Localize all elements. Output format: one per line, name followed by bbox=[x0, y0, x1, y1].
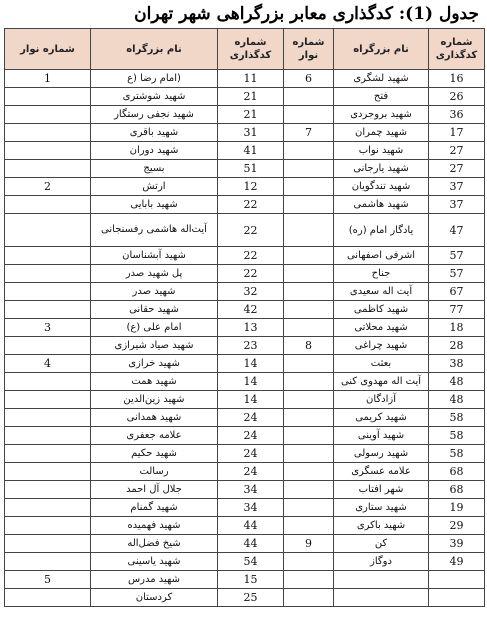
code-left-cell: 22 bbox=[218, 196, 284, 214]
code-right-cell: 47 bbox=[429, 214, 485, 247]
code-left-cell: 21 bbox=[218, 88, 284, 106]
table-row bbox=[5, 427, 485, 445]
strip-right-cell bbox=[284, 373, 334, 391]
strip-right-cell bbox=[284, 319, 334, 337]
name-left-cell: شهید بابایی bbox=[91, 196, 218, 214]
name-left-cell: شهید دوران bbox=[91, 142, 218, 160]
code-right-cell: 57 bbox=[429, 265, 485, 283]
name-left-cell: کردستان bbox=[91, 589, 218, 607]
strip-right-cell bbox=[284, 355, 334, 373]
name-right-cell: جناح bbox=[334, 265, 429, 283]
code-right-cell: 68 bbox=[429, 481, 485, 499]
name-right-cell bbox=[334, 571, 429, 589]
header-code-left: شماره کدگذاری bbox=[218, 29, 284, 70]
code-left-cell: 31 bbox=[218, 124, 284, 142]
strip-right-cell bbox=[284, 283, 334, 301]
code-left-cell: 24 bbox=[218, 427, 284, 445]
name-right-cell: شهید نواب bbox=[334, 142, 429, 160]
name-right-cell: شهید کریمی bbox=[334, 409, 429, 427]
code-left-cell: 34 bbox=[218, 481, 284, 499]
strip-left-cell bbox=[5, 463, 91, 481]
strip-left-cell bbox=[5, 517, 91, 535]
strip-right-cell bbox=[284, 571, 334, 589]
table-row bbox=[5, 373, 485, 391]
strip-right-cell bbox=[284, 160, 334, 178]
strip-left-cell bbox=[5, 142, 91, 160]
code-left-cell: 14 bbox=[218, 391, 284, 409]
code-right-cell: 37 bbox=[429, 196, 485, 214]
header-code-right: شماره کدگذاری bbox=[429, 29, 485, 70]
code-left-cell: 24 bbox=[218, 463, 284, 481]
strip-right-cell bbox=[284, 589, 334, 607]
name-left-cell: شهید حقانی bbox=[91, 301, 218, 319]
table-row bbox=[5, 283, 485, 301]
name-right-cell bbox=[334, 589, 429, 607]
name-right-cell: علامه عسگری bbox=[334, 463, 429, 481]
table-row bbox=[5, 196, 485, 214]
name-left-cell: علامه جعفری bbox=[91, 427, 218, 445]
strip-right-cell bbox=[284, 463, 334, 481]
name-left-cell: شهید مدرس bbox=[91, 571, 218, 589]
name-right-cell: فتح bbox=[334, 88, 429, 106]
name-left-cell: شهید گمنام bbox=[91, 499, 218, 517]
name-right-cell: آیت اله سعیدی bbox=[334, 283, 429, 301]
code-right-cell: 36 bbox=[429, 106, 485, 124]
code-left-cell: 24 bbox=[218, 409, 284, 427]
strip-left-cell: 3 bbox=[5, 319, 91, 337]
name-right-cell: شهید چراغی bbox=[334, 337, 429, 355]
table-row bbox=[5, 214, 485, 247]
code-left-cell: 23 bbox=[218, 337, 284, 355]
name-right-cell: آزادگان bbox=[334, 391, 429, 409]
code-right-cell bbox=[429, 571, 485, 589]
strip-left-cell bbox=[5, 247, 91, 265]
strip-left-cell bbox=[5, 445, 91, 463]
strip-left-cell bbox=[5, 196, 91, 214]
code-left-cell: 14 bbox=[218, 373, 284, 391]
strip-left-cell: 2 bbox=[5, 178, 91, 196]
name-right-cell: شهید یارجانی bbox=[334, 160, 429, 178]
code-right-cell: 28 bbox=[429, 337, 485, 355]
strip-left-cell bbox=[5, 124, 91, 142]
name-left-cell: شیخ فضل‌اله bbox=[91, 535, 218, 553]
strip-left-cell bbox=[5, 337, 91, 355]
name-left-cell: رسالت bbox=[91, 463, 218, 481]
table-row bbox=[5, 301, 485, 319]
code-right-cell: 49 bbox=[429, 553, 485, 571]
strip-right-cell bbox=[284, 517, 334, 535]
code-left-cell: 14 bbox=[218, 355, 284, 373]
name-left-cell: شهید خرازی bbox=[91, 355, 218, 373]
table-row bbox=[5, 337, 485, 355]
strip-right-cell: 6 bbox=[284, 70, 334, 88]
table-row bbox=[5, 571, 485, 589]
name-right-cell: شهر افتاب bbox=[334, 481, 429, 499]
strip-left-cell bbox=[5, 391, 91, 409]
code-right-cell bbox=[429, 589, 485, 607]
code-right-cell: 26 bbox=[429, 88, 485, 106]
highway-coding-table bbox=[4, 28, 485, 607]
strip-right-cell bbox=[284, 427, 334, 445]
strip-right-cell: 8 bbox=[284, 337, 334, 355]
strip-left-cell bbox=[5, 283, 91, 301]
strip-right-cell bbox=[284, 247, 334, 265]
table-row bbox=[5, 70, 485, 88]
name-left-cell: بسیج bbox=[91, 160, 218, 178]
table-row bbox=[5, 355, 485, 373]
name-right-cell: شهید آوینی bbox=[334, 427, 429, 445]
name-left-cell: شهید زین‌الدین bbox=[91, 391, 218, 409]
strip-left-cell: 1 bbox=[5, 70, 91, 88]
header-strip-right: شماره نوار bbox=[284, 29, 334, 70]
code-left-cell: 51 bbox=[218, 160, 284, 178]
table-row bbox=[5, 160, 485, 178]
table-row bbox=[5, 124, 485, 142]
code-right-cell: 27 bbox=[429, 142, 485, 160]
name-left-cell: شهید فهمیده bbox=[91, 517, 218, 535]
code-right-cell: 57 bbox=[429, 247, 485, 265]
name-left-cell: آیت‌اله هاشمی رفسنجانی bbox=[91, 214, 218, 247]
table-row bbox=[5, 265, 485, 283]
table-row bbox=[5, 391, 485, 409]
strip-right-cell bbox=[284, 481, 334, 499]
name-left-cell: شهید همت bbox=[91, 373, 218, 391]
name-left-cell: جلال آل احمد bbox=[91, 481, 218, 499]
strip-right-cell bbox=[284, 499, 334, 517]
name-right-cell: شهید لشگری bbox=[334, 70, 429, 88]
table-row bbox=[5, 88, 485, 106]
code-right-cell: 17 bbox=[429, 124, 485, 142]
table-row bbox=[5, 535, 485, 553]
name-right-cell: شهید هاشمی bbox=[334, 196, 429, 214]
table-row bbox=[5, 445, 485, 463]
strip-right-cell bbox=[284, 553, 334, 571]
code-left-cell: 22 bbox=[218, 214, 284, 247]
strip-right-cell: 9 bbox=[284, 535, 334, 553]
strip-left-cell: 4 bbox=[5, 355, 91, 373]
code-right-cell: 16 bbox=[429, 70, 485, 88]
strip-right-cell bbox=[284, 391, 334, 409]
table-row bbox=[5, 409, 485, 427]
strip-right-cell bbox=[284, 214, 334, 247]
code-left-cell: 44 bbox=[218, 535, 284, 553]
table-row bbox=[5, 553, 485, 571]
name-left-cell: شهید شوشتری bbox=[91, 88, 218, 106]
strip-left-cell bbox=[5, 499, 91, 517]
name-right-cell: شهید کاظمی bbox=[334, 301, 429, 319]
strip-left-cell bbox=[5, 214, 91, 247]
code-right-cell: 68 bbox=[429, 463, 485, 481]
code-right-cell: 27 bbox=[429, 160, 485, 178]
code-left-cell: 32 bbox=[218, 283, 284, 301]
table-row bbox=[5, 319, 485, 337]
name-right-cell: شهید محلاتی bbox=[334, 319, 429, 337]
name-left-cell: شهید یاسینی bbox=[91, 553, 218, 571]
name-right-cell: بعثت bbox=[334, 355, 429, 373]
strip-left-cell: 5 bbox=[5, 571, 91, 589]
name-left-cell: شهید باقری bbox=[91, 124, 218, 142]
code-right-cell: 58 bbox=[429, 427, 485, 445]
name-right-cell: شهید باکری bbox=[334, 517, 429, 535]
code-left-cell: 54 bbox=[218, 553, 284, 571]
name-right-cell: شهید تندگویان bbox=[334, 178, 429, 196]
code-left-cell: 22 bbox=[218, 265, 284, 283]
strip-right-cell bbox=[284, 142, 334, 160]
name-right-cell: شهید رسولی bbox=[334, 445, 429, 463]
strip-left-cell bbox=[5, 160, 91, 178]
code-left-cell: 42 bbox=[218, 301, 284, 319]
code-left-cell: 41 bbox=[218, 142, 284, 160]
code-left-cell: 13 bbox=[218, 319, 284, 337]
table-row bbox=[5, 499, 485, 517]
code-left-cell: 24 bbox=[218, 445, 284, 463]
name-right-cell: کن bbox=[334, 535, 429, 553]
code-right-cell: 18 bbox=[429, 319, 485, 337]
strip-left-cell bbox=[5, 265, 91, 283]
code-right-cell: 37 bbox=[429, 178, 485, 196]
code-left-cell: 21 bbox=[218, 106, 284, 124]
name-right-cell: شهید بروجردی bbox=[334, 106, 429, 124]
strip-left-cell bbox=[5, 535, 91, 553]
name-left-cell: شهید صدر bbox=[91, 283, 218, 301]
table-caption: جدول (1): کدگذاری معابر بزرگراهی شهر تهران bbox=[134, 4, 479, 24]
header-row bbox=[5, 29, 485, 70]
strip-left-cell bbox=[5, 88, 91, 106]
code-right-cell: 58 bbox=[429, 445, 485, 463]
code-right-cell: 48 bbox=[429, 391, 485, 409]
code-left-cell: 22 bbox=[218, 247, 284, 265]
code-left-cell: 25 bbox=[218, 589, 284, 607]
code-left-cell: 11 bbox=[218, 70, 284, 88]
header-name-left: نام بزرگراه bbox=[91, 29, 218, 70]
code-left-cell: 34 bbox=[218, 499, 284, 517]
table-body bbox=[5, 70, 485, 607]
table-row bbox=[5, 589, 485, 607]
code-right-cell: 19 bbox=[429, 499, 485, 517]
table-row bbox=[5, 178, 485, 196]
code-right-cell: 29 bbox=[429, 517, 485, 535]
header-name-right: نام بزرگراه bbox=[334, 29, 429, 70]
name-right-cell: یادگار امام (ره) bbox=[334, 214, 429, 247]
strip-left-cell bbox=[5, 106, 91, 124]
name-left-cell: امام علی (ع) bbox=[91, 319, 218, 337]
code-left-cell: 15 bbox=[218, 571, 284, 589]
strip-left-cell bbox=[5, 409, 91, 427]
table-row bbox=[5, 463, 485, 481]
name-right-cell: دوگاز bbox=[334, 553, 429, 571]
name-left-cell: شهید صیاد شیرازی bbox=[91, 337, 218, 355]
name-right-cell: آیت اله مهدوی کنی bbox=[334, 373, 429, 391]
strip-left-cell bbox=[5, 373, 91, 391]
strip-left-cell bbox=[5, 553, 91, 571]
header-strip-left: شماره نوار bbox=[5, 29, 91, 70]
name-left-cell: شهید نجفی رستگار bbox=[91, 106, 218, 124]
code-left-cell: 12 bbox=[218, 178, 284, 196]
strip-right-cell bbox=[284, 106, 334, 124]
code-right-cell: 58 bbox=[429, 409, 485, 427]
code-right-cell: 48 bbox=[429, 373, 485, 391]
name-left-cell: شهید حکیم bbox=[91, 445, 218, 463]
table-row bbox=[5, 106, 485, 124]
strip-left-cell bbox=[5, 589, 91, 607]
table-row bbox=[5, 517, 485, 535]
strip-right-cell bbox=[284, 88, 334, 106]
code-right-cell: 77 bbox=[429, 301, 485, 319]
name-left-cell: پل شهید صدر bbox=[91, 265, 218, 283]
name-left-cell: (امام رضا (ع bbox=[91, 70, 218, 88]
name-left-cell: شهید آبشناسان bbox=[91, 247, 218, 265]
name-right-cell: شهید چمران bbox=[334, 124, 429, 142]
name-left-cell: شهید همدانی bbox=[91, 409, 218, 427]
strip-left-cell bbox=[5, 481, 91, 499]
name-right-cell: اشرفی اصفهانی bbox=[334, 247, 429, 265]
code-right-cell: 67 bbox=[429, 283, 485, 301]
code-left-cell: 44 bbox=[218, 517, 284, 535]
strip-right-cell bbox=[284, 178, 334, 196]
strip-right-cell bbox=[284, 445, 334, 463]
table-row bbox=[5, 247, 485, 265]
name-left-cell: ارتش bbox=[91, 178, 218, 196]
strip-right-cell bbox=[284, 196, 334, 214]
strip-right-cell bbox=[284, 409, 334, 427]
table-row bbox=[5, 142, 485, 160]
strip-right-cell bbox=[284, 301, 334, 319]
strip-left-cell bbox=[5, 301, 91, 319]
table-row bbox=[5, 481, 485, 499]
strip-right-cell bbox=[284, 265, 334, 283]
strip-right-cell: 7 bbox=[284, 124, 334, 142]
strip-left-cell bbox=[5, 427, 91, 445]
code-right-cell: 38 bbox=[429, 355, 485, 373]
code-right-cell: 39 bbox=[429, 535, 485, 553]
name-right-cell: شهید ستاری bbox=[334, 499, 429, 517]
